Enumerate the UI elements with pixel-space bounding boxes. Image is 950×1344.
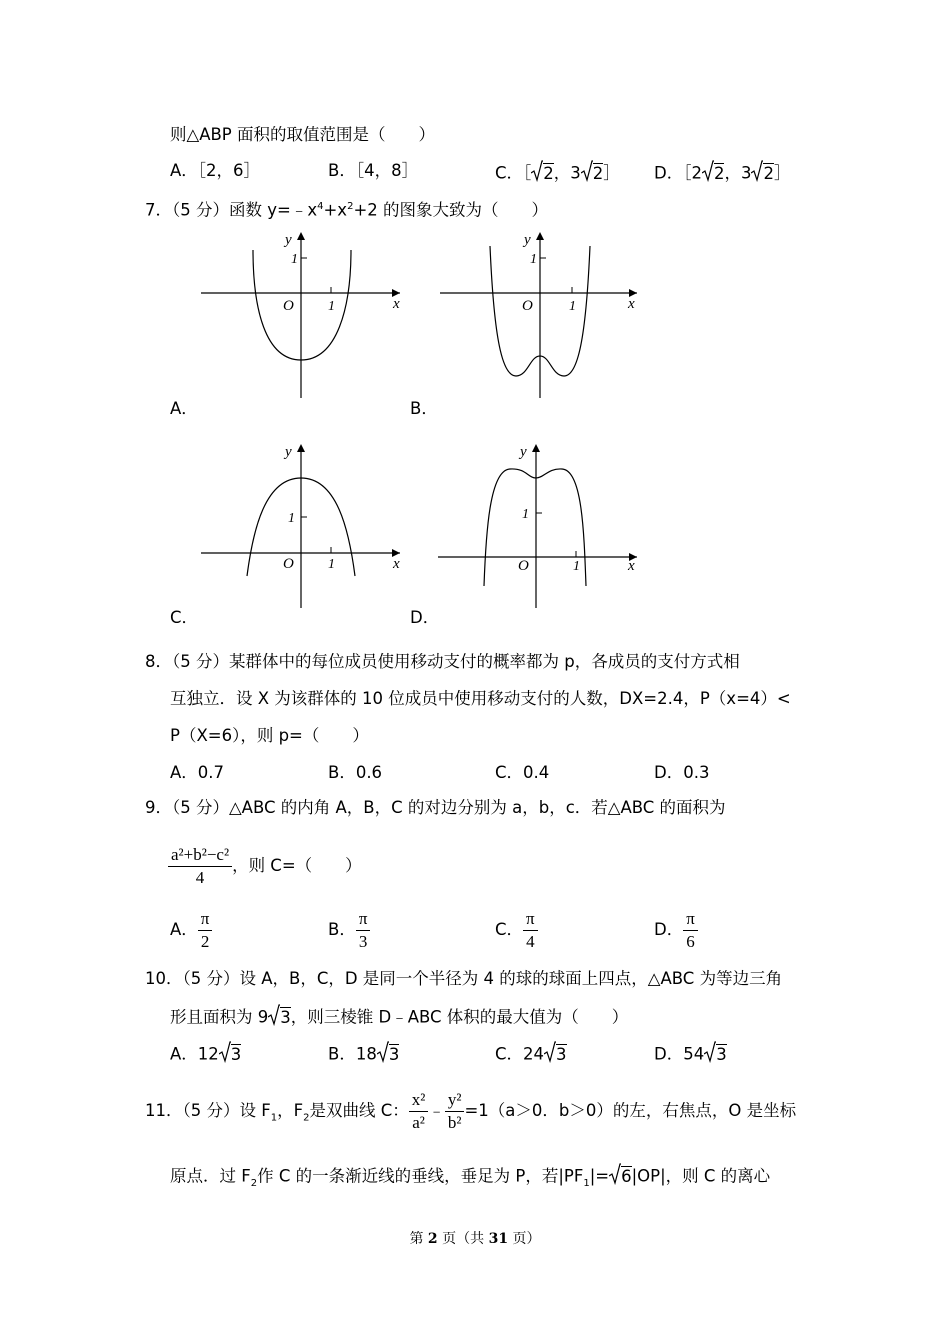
option-label: D． (654, 920, 684, 939)
sqrt-symbol (702, 160, 714, 188)
y-axis-label: y (520, 444, 527, 460)
page-total: 31 (488, 1231, 509, 1247)
q11-text: =1（a＞0．b＞0）的左，右焦点，O 是坐标 (464, 1101, 797, 1120)
sqrt-symbol (531, 160, 543, 188)
q10-line-2 (170, 1004, 628, 1032)
stem-text: +2 的图象大致为（ ） (353, 200, 549, 220)
q7-option-d[interactable]: D． (410, 608, 440, 627)
q9-option-d[interactable] (654, 908, 698, 952)
q9-line-2 (168, 843, 362, 889)
origin-label: O (283, 556, 294, 572)
exponent: 4 (317, 201, 324, 212)
graph-c (195, 440, 410, 612)
q6-option-d[interactable] (654, 160, 790, 188)
x-axis-label: x (393, 296, 400, 312)
coefficient: 54 (683, 1044, 705, 1064)
sqrt-symbol (544, 1041, 556, 1069)
stem-text: +x (323, 200, 348, 220)
coefficient: 24 (523, 1044, 545, 1064)
bracket-open: ［2 (683, 163, 702, 183)
sqrt-symbol (377, 1041, 389, 1069)
footer-text: 第 (409, 1231, 428, 1247)
q9-option-c[interactable] (495, 908, 538, 952)
sqrt-symbol (219, 1041, 231, 1069)
x-axis-label: x (393, 556, 400, 572)
tick-label-y: 1 (530, 252, 537, 267)
separator: ，3 (553, 163, 581, 183)
hyperbola-y-term (445, 1091, 465, 1132)
radicand: 2 (713, 163, 725, 183)
option-label: A． (170, 920, 198, 939)
q11-line-2 (170, 1163, 770, 1195)
q11-line-1 (145, 1086, 796, 1143)
tick-label-x: 1 (573, 559, 580, 574)
footer-text: 页（共 (437, 1231, 489, 1247)
radicand: 2 (592, 163, 604, 183)
q8-option-c[interactable]: C．0.4 (495, 763, 550, 782)
sqrt-symbol (609, 1163, 621, 1191)
tick-label-x: 1 (569, 299, 576, 314)
option-text: ［4，8］ (355, 161, 419, 180)
sqrt-symbol (751, 160, 763, 188)
fraction-denominator: 6 (686, 932, 695, 951)
option-label: D． (654, 163, 684, 183)
graph-a (195, 228, 410, 400)
fraction-denominator: 4 (526, 932, 535, 951)
q8-option-a[interactable]: A．0.7 (170, 763, 225, 782)
option-label: A． (170, 161, 198, 180)
radicand: 3 (388, 1044, 400, 1064)
q11-text: 原点．过 F (170, 1166, 251, 1186)
q8-line-1: 8．（5 分）某群体中的每位成员使用移动支付的概率都为 p，各成员的支付方式相 (145, 652, 740, 671)
y-axis-label: y (285, 232, 292, 248)
footer-text: 页） (508, 1231, 541, 1247)
q10-option-b[interactable] (328, 1041, 399, 1069)
fraction-denominator: 2 (200, 932, 210, 951)
origin-label: O (522, 298, 533, 314)
option-label: C． (495, 1044, 524, 1064)
option-label: D． (654, 1044, 684, 1064)
hyperbola-x-term (409, 1091, 429, 1132)
pi-fraction (523, 910, 538, 951)
q6-option-a[interactable] (170, 160, 260, 182)
q11-text: ，F (277, 1101, 304, 1120)
page-footer (0, 1228, 950, 1248)
q11-text: 作 C 的一条渐近线的垂线，垂足为 P，若 (257, 1166, 559, 1186)
subscript: 1 (583, 1177, 590, 1189)
fraction-numerator: π (356, 910, 371, 931)
q9-line-1: 9．（5 分）△ABC 的内角 A，B，C 的对边分别为 a，b，c．若△ABC 的面积为 (145, 798, 726, 817)
sqrt-symbol (704, 1041, 716, 1069)
fraction-numerator: π (198, 910, 213, 931)
option-label: B． (328, 1044, 356, 1064)
option-label: B． (328, 920, 356, 939)
x-axis-label: x (628, 296, 635, 312)
fraction-denominator: 4 (195, 868, 205, 887)
option-label: C． (495, 163, 524, 183)
pi-fraction (198, 910, 213, 951)
sqrt-symbol (268, 1004, 280, 1032)
q6-option-c[interactable] (495, 160, 620, 188)
exponent: 2 (347, 201, 354, 212)
area-fraction (168, 846, 232, 887)
q9-after-text: ，则 C=（ ） (232, 856, 362, 875)
q6-continuation: 则△ABP 面积的取值范围是（ ） (170, 125, 435, 144)
stem-text: 7．（5 分）函数 y=﹣x (145, 200, 318, 220)
origin-label: O (283, 298, 294, 314)
fraction-numerator: x² (409, 1091, 429, 1112)
tick-label-y: 1 (522, 507, 529, 522)
tick-label-y: 1 (288, 511, 295, 526)
radicand: 3 (556, 1044, 567, 1064)
q6-option-b[interactable] (328, 160, 418, 182)
q10-line-1: 10．（5 分）设 A，B，C，D 是同一个半径为 4 的球的球面上四点，△ABC 为等边三角 (145, 969, 783, 988)
radicand: 3 (280, 1007, 291, 1027)
abs-close: |= (589, 1166, 610, 1186)
bracket-close: ］ (773, 163, 791, 183)
q10-text: 形且面积为 9 (170, 1007, 269, 1027)
graph-b (432, 228, 647, 400)
y-axis-label: y (524, 232, 531, 248)
radicand: 6 (621, 1166, 632, 1186)
radicand: 2 (763, 163, 774, 183)
fraction-denominator: b² (447, 1113, 462, 1132)
q8-line-2: 互独立．设 X 为该群体的 10 位成员中使用移动支付的人数，DX=2.4，P（x=4）< (170, 689, 791, 708)
fraction-denominator: 3 (358, 932, 368, 951)
radicand: 3 (230, 1044, 242, 1064)
bracket-close: ］ (603, 163, 620, 183)
page-number: 2 (427, 1231, 438, 1247)
q11-text: 11．（5 分）设 F (145, 1101, 271, 1120)
tick-label-x: 1 (328, 299, 335, 314)
q8-option-b[interactable]: B．0.6 (328, 763, 383, 782)
abs-open: |PF (558, 1166, 584, 1186)
q8-option-d[interactable]: D．0.3 (654, 763, 710, 782)
sqrt-symbol (581, 160, 593, 188)
coefficient: 18 (355, 1044, 377, 1064)
radicand: 2 (543, 163, 554, 183)
x-axis-label: x (628, 558, 635, 574)
q11-text: 是双曲线 C： (309, 1101, 409, 1120)
pi-fraction (356, 910, 371, 951)
option-label: B． (328, 161, 356, 180)
subscript: 2 (250, 1177, 258, 1189)
minus-sign: ﹣ (428, 1101, 445, 1120)
abs-op: |OP| (631, 1166, 666, 1186)
subscript: 1 (270, 1112, 278, 1124)
fraction-numerator: π (683, 910, 698, 931)
q7-option-a[interactable]: A． (170, 399, 198, 418)
q8-line-3: P（X=6），则 p=（ ） (170, 726, 369, 745)
coefficient: 12 (197, 1044, 219, 1064)
option-label: A． (170, 1044, 198, 1064)
tick-label-y: 1 (291, 252, 298, 267)
q10-option-d[interactable] (654, 1041, 727, 1069)
fraction-numerator: π (523, 910, 538, 931)
subscript: 2 (303, 1112, 310, 1124)
q10-text: ，则三棱锥 D﹣ABC 体积的最大值为（ ） (290, 1007, 629, 1027)
q7-stem (145, 196, 548, 222)
origin-label: O (518, 558, 529, 574)
graph-d (432, 440, 647, 612)
pi-fraction (683, 910, 698, 951)
fraction-numerator: y² (445, 1091, 465, 1112)
q9-option-b[interactable] (328, 908, 370, 952)
fraction-denominator: a² (412, 1113, 425, 1132)
radicand: 3 (716, 1044, 727, 1064)
separator: ，3 (724, 163, 752, 183)
q9-option-a[interactable] (170, 908, 212, 952)
y-axis-label: y (285, 444, 292, 460)
bracket-open: ［ (523, 163, 532, 183)
option-text: ［2，6］ (197, 161, 261, 180)
q10-option-a[interactable] (170, 1041, 241, 1069)
option-label: C． (495, 920, 524, 939)
q10-option-c[interactable] (495, 1041, 567, 1069)
tick-label-x: 1 (328, 557, 335, 572)
q11-text: ，则 C 的离心 (665, 1166, 771, 1186)
fraction-numerator: a²+b²−c² (168, 846, 232, 867)
q7-option-c[interactable]: C． (170, 608, 199, 627)
q7-option-b[interactable]: B． (410, 399, 438, 418)
